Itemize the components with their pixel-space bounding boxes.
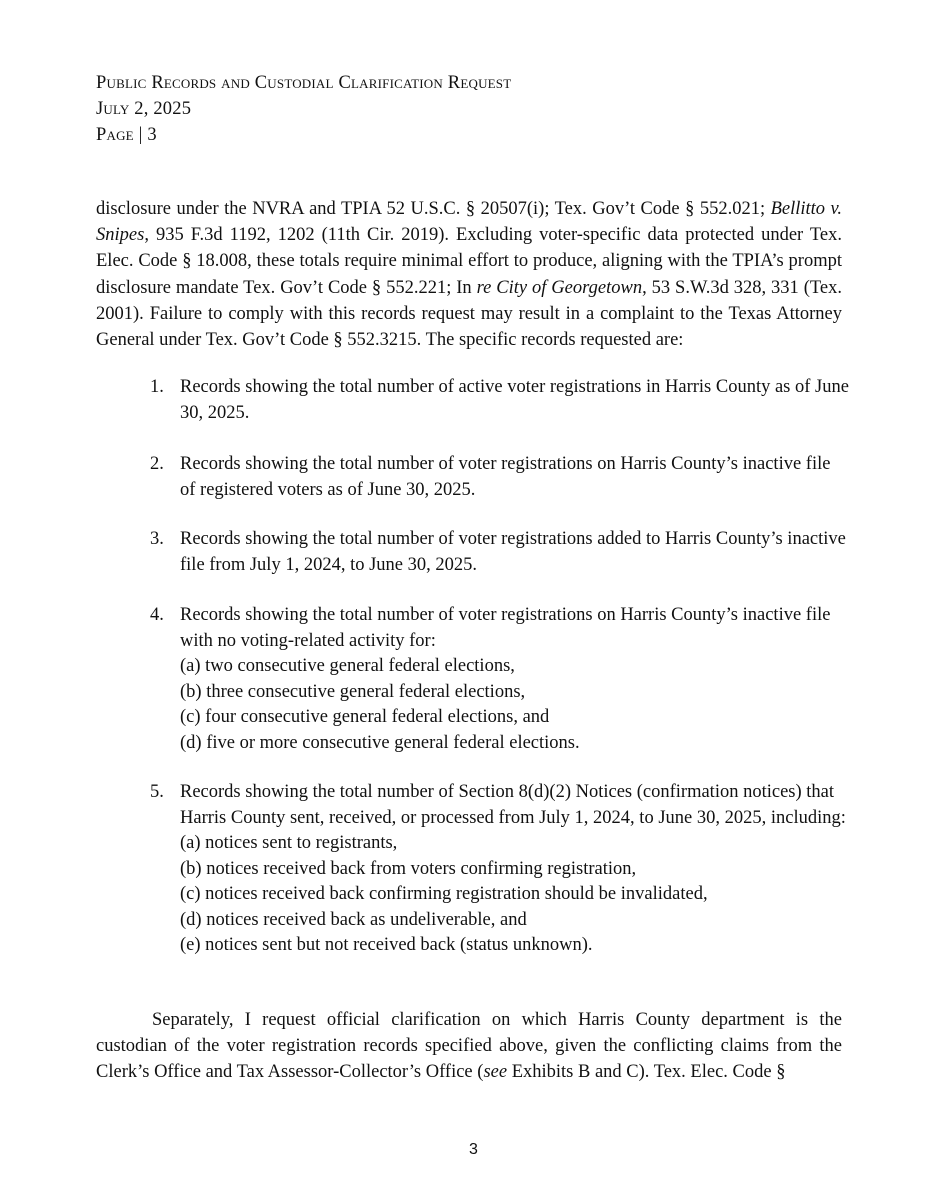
request-number: 1. [150, 377, 164, 397]
request-subitem: (e) notices sent but not received back (status unknown). [180, 935, 593, 955]
see-signal: see [483, 1062, 508, 1083]
header-title: Public Records and Custodial Clarification Request [96, 73, 512, 93]
request-number: 4. [150, 605, 164, 625]
request-subitem: (c) four consecutive general federal elections, and [180, 707, 550, 727]
request-subitem: (c) notices received back confirming registration should be invalidated, [180, 884, 708, 904]
request-number: 3. [150, 529, 164, 549]
letter-header [96, 70, 511, 148]
request-text: Records showing the total number of voter registrations on Harris County’s inactive file of registered voters as of June 30, 2025. [180, 454, 831, 500]
request-item [150, 603, 850, 756]
request-subitem: (d) notices received back as undeliverable, and [180, 909, 527, 930]
header-date: July 2, 2025 [96, 99, 192, 119]
request-text: Records showing the total number of voter registrations on Harris County’s inactive file with no voting-related activity for: [180, 605, 831, 651]
request-text: Records showing the total number of voter registrations added to Harris County’s inactive file from July 1, 2024, to June 30, 2025. [180, 529, 846, 575]
intro-text-3: , 53 S.W.3d 328, 331 (Tex. 2001). Failure to comply with this records request may result in a complaint to the Texas Attorney General under Tex. Gov’t Code § 552.3215. The specific records requested are: [96, 277, 842, 351]
request-subitem: (a) two consecutive general federal elections, [180, 656, 515, 676]
request-item [150, 780, 850, 959]
request-text: Records showing the total number of active voter registrations in Harris County as of June 30, 2025. [180, 377, 849, 423]
header-page: Page | 3 [96, 125, 157, 145]
closing-text-2: Exhibits B and C). Tex. Elec. Code § [507, 1062, 786, 1083]
intro-text-1: disclosure under the NVRA and TPIA 52 U.S.C. § 20507(i); Tex. Gov’t Code § 552.021; [96, 199, 771, 219]
request-item [150, 527, 850, 578]
request-item [150, 452, 850, 503]
request-subitem: (b) notices received back from voters confirming registration, [180, 858, 637, 879]
page-number: 3 [469, 1141, 478, 1158]
request-number: 5. [150, 782, 164, 802]
request-text: Records showing the total number of Section 8(d)(2) Notices (confirmation notices) that Harris County sent, received, or processed from July 1, 2024, to June 30, 2025, including: [180, 782, 846, 828]
request-subitem: (b) three consecutive general federal elections, [180, 681, 526, 702]
case-citation-georgetown: re City of Georgetown [476, 277, 643, 298]
case-citation-bellitto: Bellitto v. Snipes [96, 199, 842, 246]
intro-text-2: , 935 F.3d 1192, 1202 (11th Cir. 2019). Excluding voter-specific data protected under Tex. Elec. Code § 18.008, these totals require minimal effort to produce, aligning with the TPIA’s prompt disclosure mandate Tex. Gov’t Code § 552.221; In [96, 225, 842, 298]
request-number: 2. [150, 454, 164, 474]
request-subitem: (d) five or more consecutive general federal elections. [180, 732, 580, 753]
closing-paragraph [96, 1007, 842, 1086]
request-subitem: (a) notices sent to registrants, [180, 833, 398, 853]
intro-paragraph [96, 196, 842, 353]
request-item [150, 375, 850, 426]
closing-text-1: Separately, I request official clarification on which Harris County department is the custodian of the voter registration records specified above, given the conflicting claims from the Clerk’s Office and Tax Assessor-Collector’s Office ( [96, 1010, 842, 1083]
